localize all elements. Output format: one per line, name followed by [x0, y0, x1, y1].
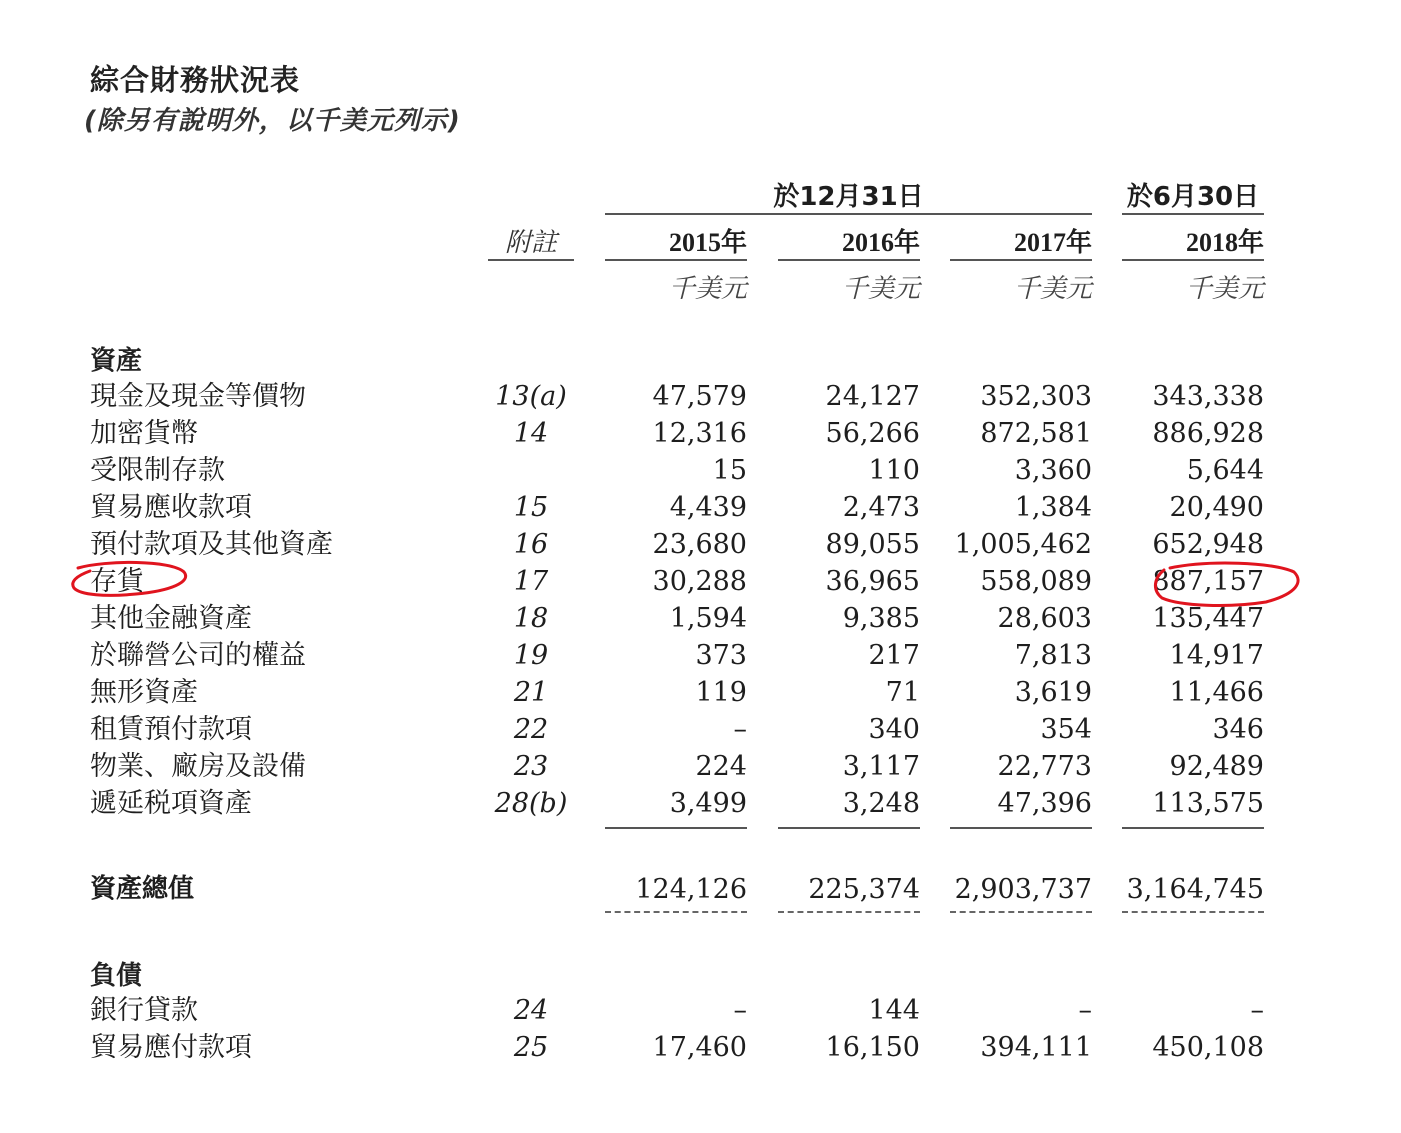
row-label: 租賃預付款項	[90, 714, 252, 745]
header-rule-note	[488, 259, 574, 261]
asset-row-lease-prepayments	[0, 711, 1401, 748]
value-2018: 346	[1212, 714, 1264, 745]
value-2016: 217	[868, 640, 920, 671]
row-label: 遞延税項資產	[90, 788, 252, 819]
value-2017: –	[1078, 995, 1092, 1026]
header-note-label: 附註	[504, 228, 557, 258]
value-2015: 30,288	[652, 566, 747, 597]
value-2015: 373	[695, 640, 747, 671]
value-2017: 394,111	[980, 1032, 1092, 1063]
row-label: 銀行貸款	[90, 995, 198, 1026]
value-2017: 47,396	[997, 788, 1092, 819]
row-note: 17	[513, 566, 549, 597]
total-dashed-rule-2017	[950, 911, 1092, 913]
liability-row-trade-payables	[0, 1029, 1401, 1066]
value-2018: 92,489	[1169, 751, 1264, 782]
row-note: 16	[513, 529, 549, 560]
value-2015: 15	[712, 455, 747, 486]
header-group-jun30-rule	[1122, 213, 1264, 215]
value-2015: –	[733, 714, 747, 745]
value-2016: 9,385	[842, 603, 920, 634]
row-label: 存貨	[90, 566, 144, 597]
value-2015: 4,439	[669, 492, 747, 523]
subtotal-rule-2018	[1122, 827, 1264, 829]
asset-row-inventories	[0, 563, 1401, 600]
total-assets-label: 資產總值	[90, 874, 195, 904]
value-2016: 225,374	[808, 874, 920, 905]
header-rule-2017	[950, 259, 1092, 261]
value-2018: 135,447	[1152, 603, 1264, 634]
total-dashed-rule-2018	[1122, 911, 1264, 913]
value-2018: 11,466	[1169, 677, 1264, 708]
unit-label-2016: 千美元	[841, 274, 920, 304]
header-rule-2015	[605, 259, 747, 261]
value-2016: 24,127	[825, 381, 920, 412]
row-note: 15	[513, 492, 549, 523]
value-2015: 1,594	[669, 603, 747, 634]
asset-row-crypto	[0, 415, 1401, 452]
value-2018: –	[1250, 995, 1264, 1026]
value-2015: 47,579	[652, 381, 747, 412]
value-2017: 558,089	[980, 566, 1092, 597]
value-2015: 3,499	[669, 788, 747, 819]
statement-title: 綜合財務狀況表	[90, 63, 301, 97]
row-label: 其他金融資產	[90, 603, 252, 634]
value-2016: 3,117	[842, 751, 920, 782]
statement-subtitle: (除另有說明外，以千美元列示)	[84, 106, 461, 136]
header-year-2016: 2016年	[841, 228, 920, 257]
value-2015: –	[733, 995, 747, 1026]
row-note: 24	[513, 995, 549, 1026]
row-label: 加密貨幣	[90, 418, 198, 449]
asset-row-restricted-deposits	[0, 452, 1401, 489]
header-rule-2018	[1122, 259, 1264, 261]
row-note: 19	[513, 640, 549, 671]
header-year-2017: 2017年	[1013, 228, 1092, 257]
value-2016: 71	[885, 677, 920, 708]
header-group-jun30: 於6月30日	[1126, 182, 1260, 212]
header-rule-2016	[778, 259, 920, 261]
total-assets-row	[0, 871, 1401, 908]
subtotal-rule-2015	[605, 827, 747, 829]
asset-row-trade-receivables	[0, 489, 1401, 526]
value-2017: 3,360	[1014, 455, 1092, 486]
value-2018: 886,928	[1152, 418, 1264, 449]
value-2016: 89,055	[825, 529, 920, 560]
row-note: 22	[513, 714, 549, 745]
unit-label-2017: 千美元	[1013, 274, 1092, 304]
value-2017: 352,303	[980, 381, 1092, 412]
value-2018: 887,157	[1152, 566, 1264, 597]
value-2017: 3,619	[1014, 677, 1092, 708]
asset-row-other-financial-assets	[0, 600, 1401, 637]
value-2015: 124,126	[635, 874, 747, 905]
subtotal-rule-2017	[950, 827, 1092, 829]
header-year-2015: 2015年	[668, 228, 747, 257]
value-2016: 56,266	[825, 418, 920, 449]
value-2018: 5,644	[1186, 455, 1264, 486]
asset-row-property-plant-equipment	[0, 748, 1401, 785]
value-2015: 17,460	[652, 1032, 747, 1063]
value-2016: 110	[868, 455, 920, 486]
header-group-dec31-rule	[605, 213, 1092, 215]
total-dashed-rule-2015	[605, 911, 747, 913]
row-label: 無形資產	[90, 677, 198, 708]
row-label: 物業、廠房及設備	[90, 751, 306, 782]
value-2017: 1,005,462	[954, 529, 1092, 560]
value-2017: 1,384	[1014, 492, 1092, 523]
section-liabilities-heading: 負債	[90, 961, 143, 991]
row-label: 受限制存款	[90, 455, 225, 486]
row-label: 貿易應付款項	[90, 1032, 252, 1063]
value-2017: 872,581	[980, 418, 1092, 449]
row-label: 於聯營公司的權益	[90, 640, 306, 671]
value-2016: 16,150	[825, 1032, 920, 1063]
row-label: 預付款項及其他資產	[90, 529, 333, 560]
value-2015: 224	[695, 751, 747, 782]
asset-row-intangible-assets	[0, 674, 1401, 711]
section-assets-heading: 資產	[90, 346, 143, 376]
row-note: 18	[513, 603, 549, 634]
liability-row-bank-loans	[0, 992, 1401, 1029]
header-year-2018: 2018年	[1185, 228, 1264, 257]
value-2017: 22,773	[997, 751, 1092, 782]
asset-row-prepayments	[0, 526, 1401, 563]
value-2015: 12,316	[652, 418, 747, 449]
asset-row-deferred-tax-assets	[0, 785, 1401, 822]
asset-row-interest-in-associates	[0, 637, 1401, 674]
value-2018: 652,948	[1152, 529, 1264, 560]
value-2016: 3,248	[842, 788, 920, 819]
value-2016: 340	[868, 714, 920, 745]
value-2018: 14,917	[1169, 640, 1264, 671]
row-note: 13(a)	[495, 381, 567, 412]
value-2018: 343,338	[1152, 381, 1264, 412]
value-2018: 3,164,745	[1126, 874, 1264, 905]
row-note: 21	[513, 677, 549, 708]
row-note: 23	[513, 751, 549, 782]
value-2017: 354	[1040, 714, 1092, 745]
value-2017: 2,903,737	[954, 874, 1092, 905]
row-note: 28(b)	[494, 788, 568, 819]
value-2016: 2,473	[842, 492, 920, 523]
asset-row-cash	[0, 378, 1401, 415]
value-2015: 119	[695, 677, 747, 708]
unit-label-2015: 千美元	[668, 274, 747, 304]
value-2016: 36,965	[825, 566, 920, 597]
unit-label-2018: 千美元	[1185, 274, 1264, 304]
value-2015: 23,680	[652, 529, 747, 560]
row-label: 貿易應收款項	[90, 492, 252, 523]
row-label: 現金及現金等價物	[90, 381, 306, 412]
total-dashed-rule-2016	[778, 911, 920, 913]
value-2018: 450,108	[1152, 1032, 1264, 1063]
row-note: 14	[513, 418, 549, 449]
subtotal-rule-2016	[778, 827, 920, 829]
value-2016: 144	[868, 995, 920, 1026]
value-2018: 20,490	[1169, 492, 1264, 523]
value-2018: 113,575	[1152, 788, 1264, 819]
value-2017: 28,603	[997, 603, 1092, 634]
value-2017: 7,813	[1014, 640, 1092, 671]
header-group-dec31: 於12月31日	[773, 182, 924, 212]
row-note: 25	[513, 1032, 549, 1063]
